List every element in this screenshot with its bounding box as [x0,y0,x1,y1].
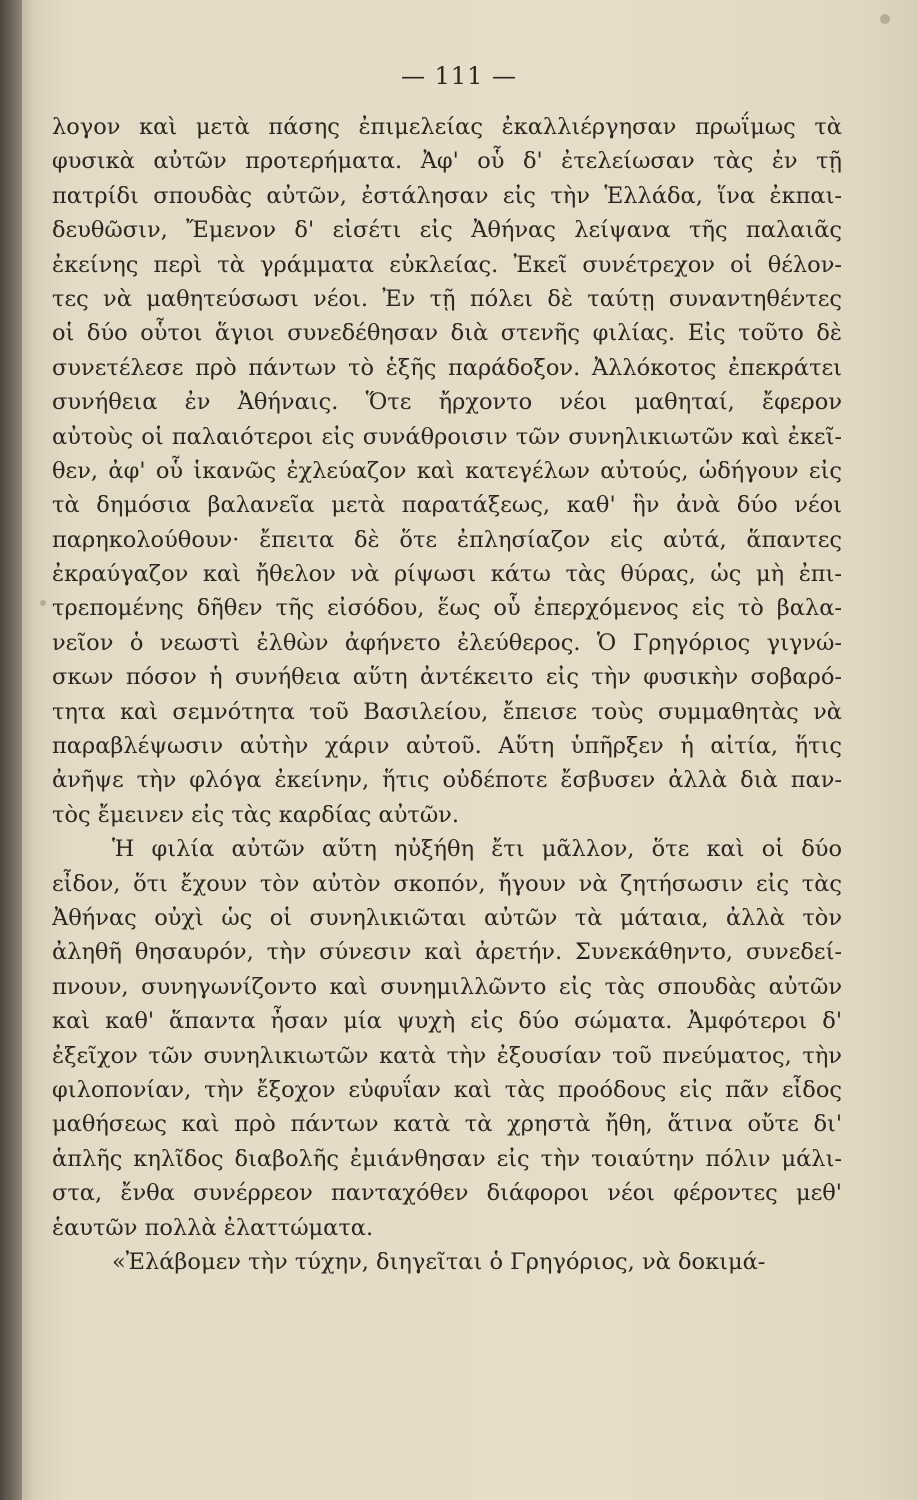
text-line: φιλοπονίαν, τὴν ἔξοχον εὐφυΐαν καὶ τὰς προόδους εἰς πᾶν εἶδος [52,1076,842,1103]
text-line: τες νὰ μαθητεύσωσι νέοι. Ἐν τῇ πόλει δὲ ταύτῃ συναντηθέντες [52,285,842,312]
text-line: ἐκείνης περὶ τὰ γράμματα εὐκλείας. Ἐκεῖ συνέτρεχον οἱ θέλον- [52,251,842,278]
text-line: παρηκολούθουν· ἔπειτα δὲ ὅτε ἐπλησίαζον εἰς αὐτά, ἅπαντες [52,526,842,553]
text-line: πατρίδι σπουδὰς αὐτῶν, ἐστάλησαν εἰς τὴν Ἑλλάδα, ἵνα ἐκπαι- [52,182,842,209]
paper-stain [40,600,46,606]
text-line: πνουν, συνηγωνίζοντο καὶ συνημιλλῶντο εἰς τὰς σπουδὰς αὐτῶν [52,973,842,1000]
body-text [52,110,842,1279]
text-line: ἀληθῆ θησαυρόν, τὴν σύνεσιν καὶ ἀρετήν. Συνεκάθηντο, συνεδεί- [52,939,842,966]
text-line: στα, ἔνθα συνέρρεον πανταχόθεν διάφοροι νέοι φέροντες μεθ' [52,1180,842,1207]
text-line: εἶδον, ὅτι ἔχουν τὸν αὐτὸν σκοπόν, ἤγουν νὰ ζητήσωσιν εἰς τὰς [52,870,842,897]
paragraph-last-line: τὸς ἔμεινεν εἰς τὰς καρδίας αὐτῶν. [52,801,460,828]
text-line: μαθήσεως καὶ πρὸ πάντων κατὰ τὰ χρηστὰ ἤθη, ἅτινα οὔτε δι' [52,1111,842,1138]
paragraph-first-line: «Ἐλάβομεν τὴν τύχην, διηγεῖται ὁ Γρηγόριος, νὰ δοκιμά- [112,1248,766,1275]
text-line: ἁπλῆς κηλῖδος διαβολῆς ἐμιάνθησαν εἰς τὴν τοιαύτην πόλιν μάλι- [52,1145,842,1172]
paragraph-last-line: ἑαυτῶν πολλὰ ἐλαττώματα. [52,1214,374,1241]
book-spine-shadow [0,0,22,1500]
text-line: φυσικὰ αὐτῶν προτερήματα. Ἀφ' οὗ δ' ἐτελείωσαν τὰς ἐν τῇ [52,148,842,175]
text-line: παραβλέψωσιν αὐτὴν χάριν αὐτοῦ. Αὕτη ὑπῆρξεν ἡ αἰτία, ἥτις [52,733,842,760]
page-number: — 111 — [400,62,518,90]
text-line: οἱ δύο οὗτοι ἅγιοι συνεδέθησαν διὰ στενῆς φιλίας. Εἰς τοῦτο δὲ [52,320,842,347]
text-line: Ἀθήνας οὐχὶ ὡς οἱ συνηλικιῶται αὐτῶν τὰ μάταια, ἀλλὰ τὸν [52,904,842,931]
paragraph-first-line: Ἡ φιλία αὐτῶν αὕτη ηὐξήθη ἔτι μᾶλλον, ὅτε καὶ οἱ δύο [112,836,842,863]
text-line: ἐκραύγαζον καὶ ἤθελον νὰ ρίψωσι κάτω τὰς θύρας, ὡς μὴ ἐπι- [52,561,842,588]
text-line: τρεπομένης δῆθεν τῆς εἰσόδου, ἕως οὗ ἐπερχόμενος εἰς τὸ βαλα- [52,595,842,622]
text-line: καὶ καθ' ἅπαντα ἦσαν μία ψυχὴ εἰς δύο σώματα. Ἀμφότεροι δ' [52,1008,842,1035]
text-line: θεν, ἀφ' οὗ ἱκανῶς ἐχλεύαζον καὶ κατεγέλων αὐτούς, ὡδήγουν εἰς [52,457,842,484]
text-line: ἀνῆψε τὴν φλόγα ἐκείνην, ἥτις οὐδέποτε ἔσβυσεν ἀλλὰ διὰ παν- [52,767,842,794]
text-line: τητα καὶ σεμνότητα τοῦ Βασιλείου, ἔπεισε τοὺς συμμαθητὰς νὰ [52,698,842,725]
paper-stain [880,14,890,24]
text-line: τὰ δημόσια βαλανεῖα μετὰ παρατάξεως, καθ' ἣν ἀνὰ δύο νέοι [52,492,842,519]
text-line: σκων πόσον ἡ συνήθεια αὕτη ἀντέκειτο εἰς τὴν φυσικὴν σοβαρό- [52,664,842,691]
text-line: νεῖον ὁ νεωστὶ ἐλθὼν ἀφήνετο ἐλεύθερος. Ὁ Γρηγόριος γιγνώ- [52,629,842,656]
text-line: ἐξεῖχον τῶν συνηλικιωτῶν κατὰ τὴν ἐξουσίαν τοῦ πνεύματος, τὴν [52,1042,842,1069]
text-line: συνετέλεσε πρὸ πάντων τὸ ἑξῆς παράδοξον. Ἀλλόκοτος ἐπεκράτει [52,354,842,381]
text-line: λογον καὶ μετὰ πάσης ἐπιμελείας ἐκαλλιέργησαν πρωΐμως τὰ [52,114,842,140]
text-line: αὐτοὺς οἱ παλαιότεροι εἰς συνάθροισιν τῶν συνηλικιωτῶν καὶ ἐκεῖ- [52,423,842,450]
text-line: συνήθεια ἐν Ἀθήναις. Ὅτε ἤρχοντο νέοι μαθηταί, ἔφερον [52,389,842,416]
text-line: δευθῶσιν, Ἔμενον δ' εἰσέτι εἰς Ἀθήνας λείψανα τῆς παλαιᾶς [52,217,842,244]
